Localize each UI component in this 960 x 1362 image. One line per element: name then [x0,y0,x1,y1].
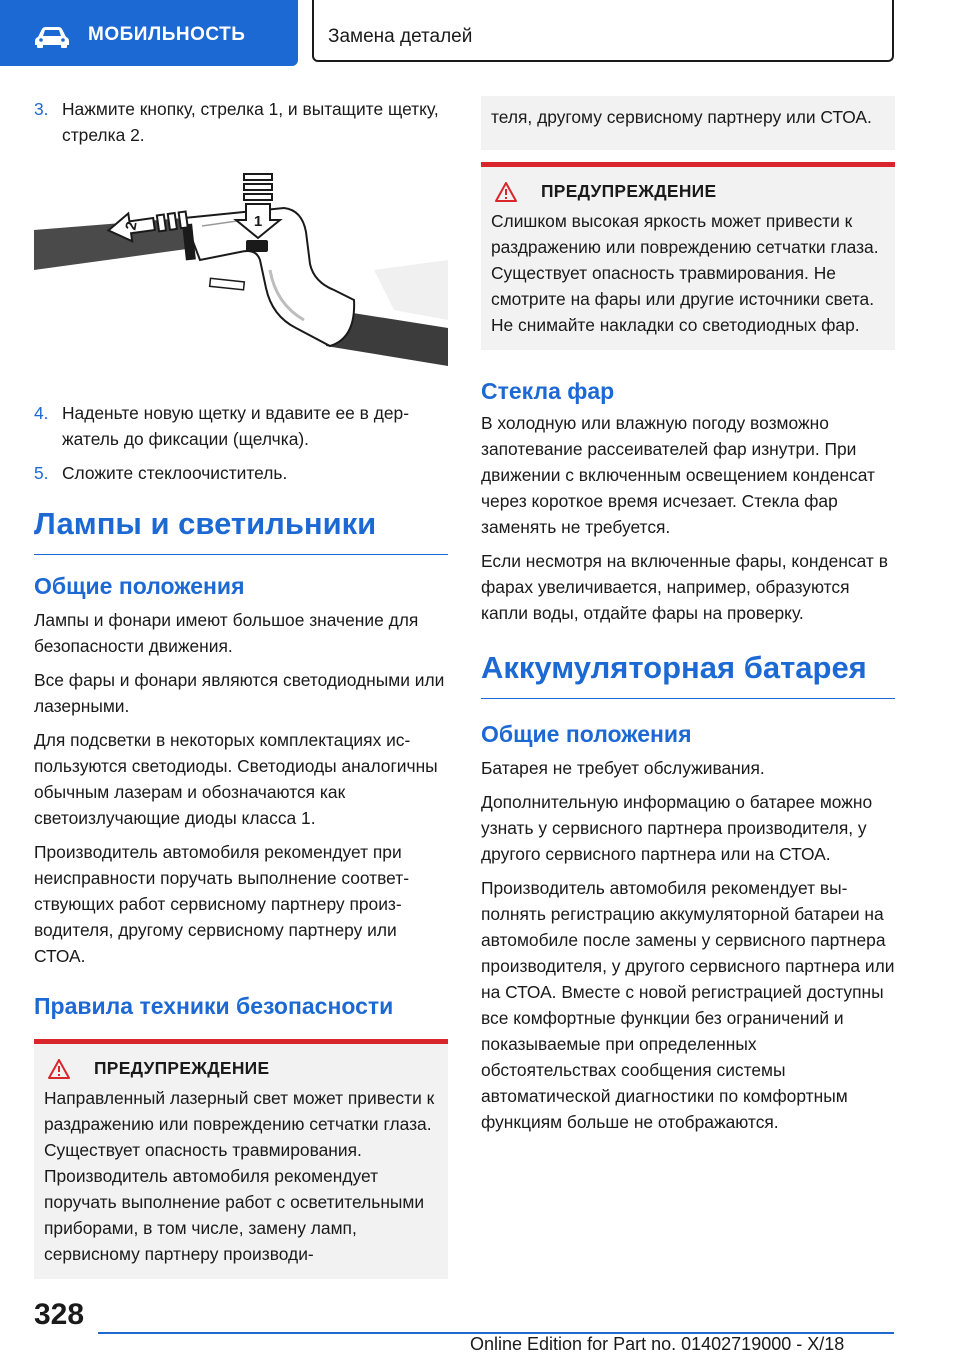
warning-text: Слишком высокая яркость может привести к раздражению или повреждению сетчатки глаза. Существует опасность травмирования. Не смотрите на фары или другие источники света. Не снимайте накладки со светодиодных фар. [491,211,879,335]
heading-lamps: Лампы и светильники [34,504,448,555]
arrow-label-1: 1 [253,213,263,230]
car-icon [34,26,70,48]
step-number: 5. [34,463,49,483]
step-number: 4. [34,403,49,423]
warning-triangle-icon [48,1059,70,1079]
heading-battery: Аккумуляторная батарея [481,648,895,699]
warning-title: ПРЕДУПРЕЖДЕНИЕ [541,181,717,201]
step-text: Наденьте новую щетку и вдавите ее в держатель до фиксации (щелчка). [62,403,410,449]
chapter-title: Замена деталей [328,26,473,47]
warning-title: ПРЕДУПРЕЖДЕНИЕ [94,1058,270,1078]
page-number: 328 [34,1298,85,1331]
paragraph: Если несмотря на включенные фары, конденсат в фарах увеличивается, например, образуются капли воды, отдайте фары на проверку. [481,551,888,623]
chapter-box [312,0,894,62]
heading-general-battery: Общие положения [481,721,692,747]
step-number: 3. [34,99,49,119]
right-column [481,96,895,1143]
paragraph: Для подсветки в некоторых комплектациях используются светодиоды. Светодиоды аналогичны обычным лазерам и обозначаются как светоизлучающие диоды класса 1. [34,730,438,828]
edition-info: Online Edition for Part no. 01402719000 - X/18 [470,1334,845,1354]
step-3 [34,96,448,148]
heading-safety: Правила техники безопасности [34,993,394,1019]
warning-triangle-icon [495,182,517,202]
wiper-drawing [34,170,448,386]
paragraph: В холодную или влажную погоду возможно запотевание рассеивателей фар изнутри. При движении с включенным освещением конденсат через короткое время исчезает. Стекла фар заменять не требуется. [481,413,875,537]
left-column [34,96,448,1279]
heading-headlight-glass: Стекла фар [481,378,615,404]
warning-continuation [481,96,895,150]
paragraph: Все фары и фонари являются светодиодными или лазерными. [34,670,445,716]
warning-text: Направленный лазерный свет может привести к раздражению или повреждению сетчатки глаза. Существует опасность травмирования. Производитель автомобиля рекомендует поручать выполнение работ с осветительными приборами, в том числе, замену ламп, сервисному партнеру производи- [44,1088,435,1264]
step-5 [34,460,448,486]
page-header [0,0,960,66]
section-title: МОБИЛЬНОСТЬ [88,24,246,45]
wiper-illustration [34,170,448,386]
step-text: Сложите стеклоочиститель. [62,463,288,483]
paragraph: Производитель автомобиля рекомендует при неисправности поручать выполнение соответствующих работ сервисному партнеру производителя, другому сервисному партнеру или СТОА. [34,842,410,966]
paragraph: Батарея не требует обслуживания. [481,758,765,778]
warning-header [491,181,883,202]
step-text: Нажмите кнопку, стрелка 1, и вытащите щетку, стрелка 2. [62,99,439,145]
paragraph: Дополнительную информацию о батарее можно узнать у сервисного партнера производителя, у другого сервисного партнера или на СТОА. [481,792,873,864]
arrow-label-2: 2 [122,220,141,232]
warning-box-brightness [481,162,895,350]
paragraph: Лампы и фонари имеют большое значение для безопасности движения. [34,610,419,656]
section-tab [0,0,298,66]
step-4 [34,400,448,452]
paragraph: Производитель автомобиля рекомендует выполнять регистрацию аккумуляторной батареи на автомобиле после замены у сервисного партнера производителя, у другого сервисного партнера или на СТОА. Вместе с новой регистрацией доступны все комфортные функции без ограничений и показываемые при определенных обстоятельствах сообщения системы автоматической диагностики по комфортным функциям больше не отображаются. [481,878,895,1132]
warning-continued-text: теля, другому сервисному партнеру или СТОА. [491,107,872,127]
heading-general-lamps: Общие положения [34,573,245,599]
warning-header [44,1058,436,1079]
warning-box-laser [34,1039,448,1279]
